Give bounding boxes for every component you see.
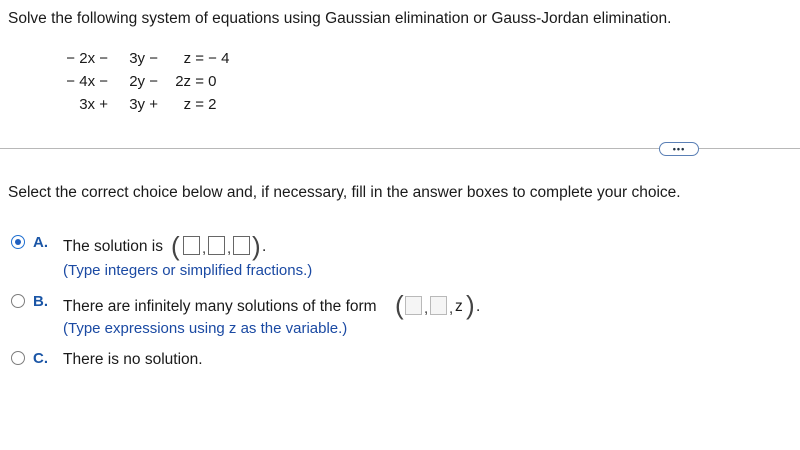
choice-c-letter: C.: [33, 350, 48, 367]
equation-row: [52, 70, 264, 93]
equation-term-x: 3x +: [79, 96, 108, 113]
period: .: [262, 238, 267, 255]
equation-term-y: 2y −: [129, 73, 158, 90]
equation-rhs: 0: [208, 73, 217, 90]
comma-separator: ,: [202, 240, 207, 257]
comma-separator: ,: [424, 300, 429, 317]
z-variable: z: [455, 298, 463, 315]
equation-rhs: − 4: [208, 50, 230, 67]
radio-choice-c[interactable]: [11, 351, 25, 365]
choice-b-letter: B.: [33, 293, 48, 310]
period: .: [476, 298, 481, 315]
equation-term-x: − 2x −: [66, 50, 108, 67]
answer-box-y[interactable]: [208, 236, 225, 255]
close-paren: ): [466, 290, 475, 320]
choice-a-hint: (Type integers or simplified fractions.): [63, 262, 313, 279]
equation-row: [52, 47, 264, 70]
equation-rhs: 2: [208, 96, 217, 113]
equation-row: [52, 93, 264, 116]
close-paren: ): [252, 231, 261, 261]
radio-choice-a[interactable]: [11, 235, 25, 249]
radio-choice-b[interactable]: [11, 294, 25, 308]
equation-term-z: z =: [183, 50, 204, 67]
choice-c-text: There is no solution.: [63, 351, 203, 368]
answer-box-z[interactable]: [233, 236, 250, 255]
answer-box-y-expression[interactable]: [430, 296, 447, 315]
choice-b-text: There are infinitely many solutions of the form: [63, 298, 377, 315]
equation-term-y: 3y −: [129, 50, 158, 67]
more-options-button[interactable]: •••: [659, 142, 699, 156]
comma-separator: ,: [449, 300, 454, 317]
equation-term-x: − 4x −: [66, 73, 108, 90]
equation-term-y: 3y +: [129, 96, 158, 113]
open-paren: (: [171, 231, 180, 261]
choice-b-hint: (Type expressions using z as the variable.): [63, 320, 348, 337]
comma-separator: ,: [227, 240, 232, 257]
open-paren: (: [395, 290, 404, 320]
choice-a-text: The solution is: [63, 238, 163, 255]
answer-box-x[interactable]: [183, 236, 200, 255]
equation-term-z: z =: [183, 96, 204, 113]
equation-term-z: 2z =: [175, 73, 204, 90]
choice-a-letter: A.: [33, 234, 48, 251]
question-text: Solve the following system of equations using Gaussian elimination or Gauss-Jordan elimination.: [8, 10, 672, 27]
answer-box-x-expression[interactable]: [405, 296, 422, 315]
equation-system: [52, 47, 264, 116]
instruction-text: Select the correct choice below and, if necessary, fill in the answer boxes to complete your choice.: [8, 184, 681, 201]
